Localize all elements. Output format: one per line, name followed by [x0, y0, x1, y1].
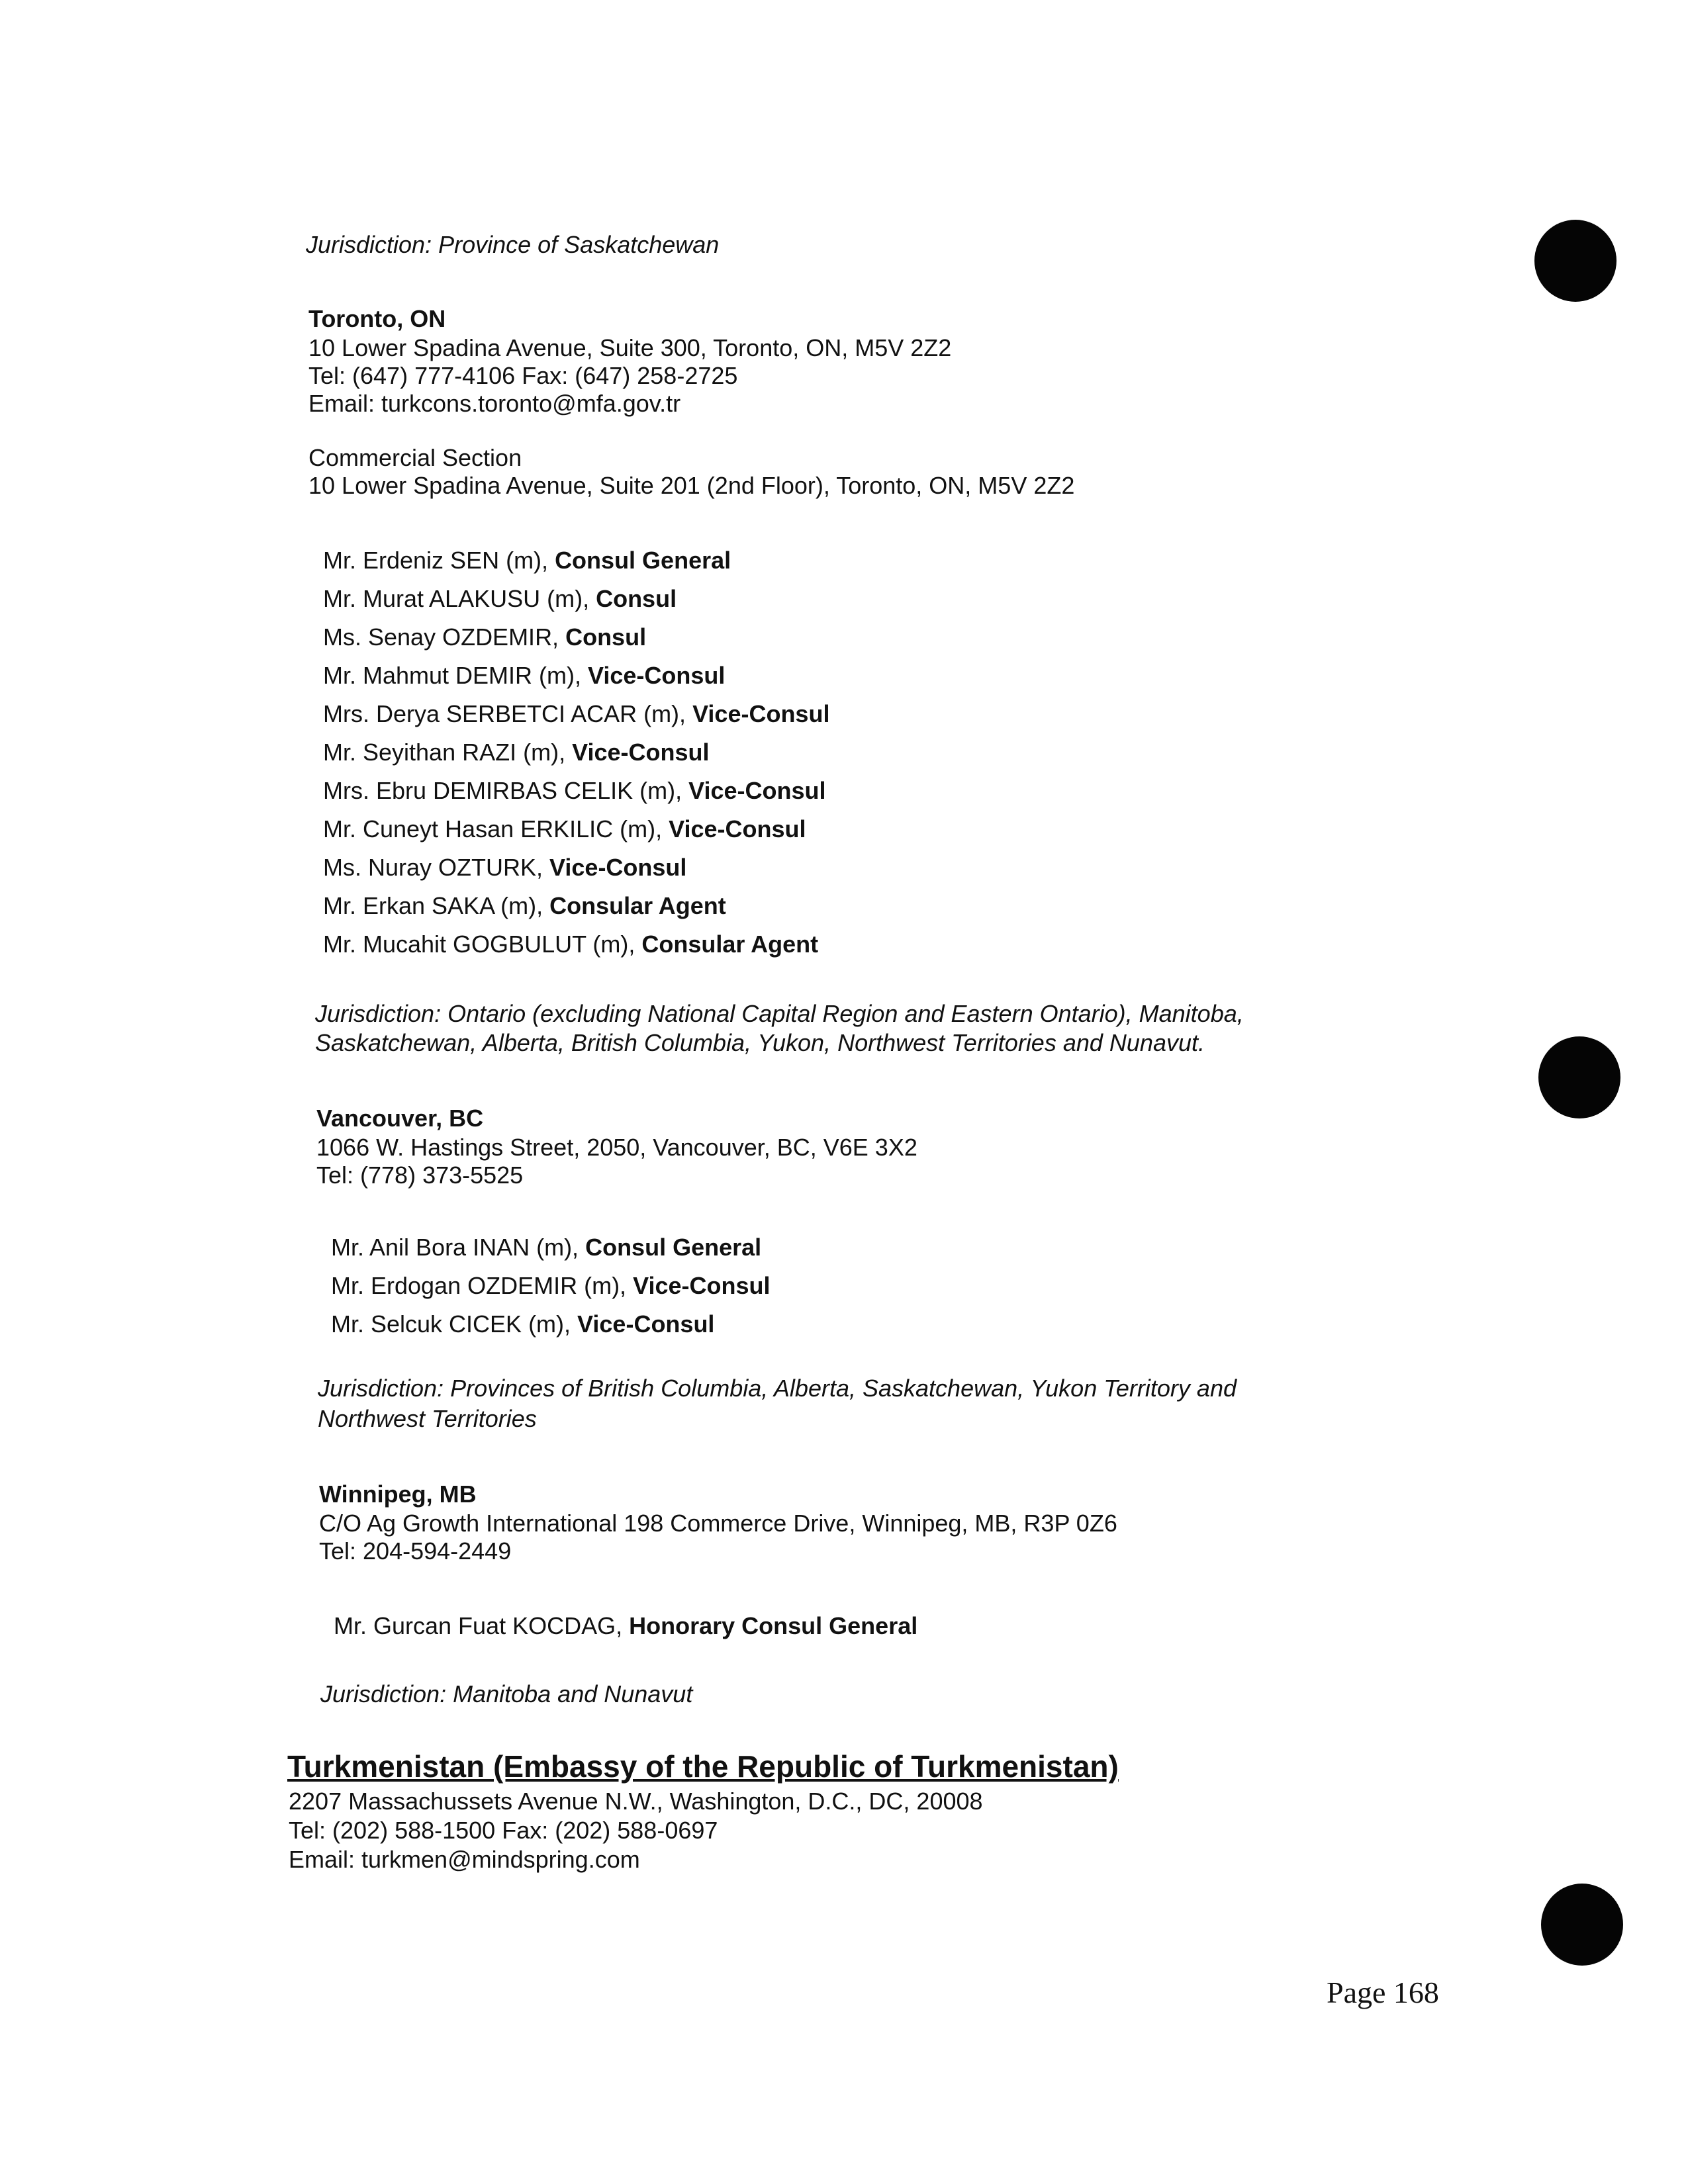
staff-entry	[323, 887, 829, 925]
vancouver-jurisdiction-line1: Jurisdiction: Provinces of British Columbia, Alberta, Saskatchewan, Yukon Territory and	[318, 1375, 1237, 1402]
turkmenistan-address: 2207 Massachussets Avenue N.W., Washington, D.C., DC, 20008	[289, 1788, 983, 1815]
toronto-staff-list	[323, 541, 829, 964]
staff-entry	[331, 1305, 770, 1343]
staff-entry	[323, 657, 829, 695]
staff-title: Consular Agent	[641, 931, 819, 958]
staff-title: Vice-Consul	[688, 777, 826, 804]
staff-title: Vice-Consul	[572, 739, 710, 766]
toronto-phone: Tel: (647) 777-4106 Fax: (647) 258-2725	[308, 362, 738, 389]
staff-title: Consul General	[555, 547, 731, 574]
staff-title: Vice-Consul	[577, 1310, 715, 1338]
toronto-jurisdiction-line1: Jurisdiction: Ontario (excluding National Capital Region and Eastern Ontario), Manitoba,	[315, 1000, 1244, 1027]
staff-name: Ms. Nuray OZTURK,	[323, 854, 550, 881]
winnipeg-jurisdiction: Jurisdiction: Manitoba and Nunavut	[320, 1680, 693, 1707]
staff-name: Mr. Anil Bora INAN (m),	[331, 1234, 586, 1261]
toronto-city-heading: Toronto, ON	[308, 305, 446, 332]
staff-title: Consul	[596, 585, 677, 612]
page-number: Page 168	[1327, 1976, 1439, 2009]
staff-name: Mr. Mahmut DEMIR (m),	[323, 662, 588, 689]
staff-name: Mr. Seyithan RAZI (m),	[323, 739, 573, 766]
staff-title: Vice-Consul	[669, 815, 806, 842]
turkmenistan-email: Email: turkmen@mindspring.com	[289, 1846, 640, 1873]
vancouver-address: 1066 W. Hastings Street, 2050, Vancouver, BC, V6E 3X2	[316, 1134, 917, 1161]
staff-name: Mrs. Derya SERBETCI ACAR (m),	[323, 700, 693, 727]
staff-entry	[323, 810, 829, 848]
staff-entry	[323, 541, 829, 580]
toronto-email: Email: turkcons.toronto@mfa.gov.tr	[308, 390, 681, 417]
staff-name: Mr. Cuneyt Hasan ERKILIC (m),	[323, 815, 669, 842]
turkmenistan-embassy-heading: Turkmenistan (Embassy of the Republic of Turkmenistan)	[287, 1749, 1119, 1784]
staff-entry	[331, 1228, 770, 1267]
staff-entry	[323, 618, 829, 657]
staff-title: Vice-Consul	[549, 854, 687, 881]
staff-title: Honorary Consul General	[629, 1612, 918, 1639]
staff-entry	[323, 925, 829, 964]
staff-entry	[331, 1267, 770, 1305]
toronto-jurisdiction-line2: Saskatchewan, Alberta, British Columbia, Yukon, Northwest Territories and Nunavut.	[315, 1029, 1205, 1056]
staff-name: Ms. Senay OZDEMIR,	[323, 623, 566, 651]
punch-hole-top	[1534, 220, 1617, 302]
toronto-address: 10 Lower Spadina Avenue, Suite 300, Toronto, ON, M5V 2Z2	[308, 334, 952, 361]
saskatchewan-jurisdiction: Jurisdiction: Province of Saskatchewan	[306, 231, 720, 258]
staff-entry	[323, 695, 829, 733]
staff-name: Mr. Murat ALAKUSU (m),	[323, 585, 596, 612]
winnipeg-address: C/O Ag Growth International 198 Commerce Drive, Winnipeg, MB, R3P 0Z6	[319, 1510, 1117, 1537]
vancouver-staff-list	[331, 1228, 770, 1343]
punch-hole-middle	[1538, 1036, 1620, 1118]
staff-entry	[334, 1607, 917, 1645]
staff-name: Mr. Erdeniz SEN (m),	[323, 547, 555, 574]
staff-name: Mr. Selcuk CICEK (m),	[331, 1310, 578, 1338]
staff-title: Consul General	[585, 1234, 762, 1261]
toronto-commercial-address: 10 Lower Spadina Avenue, Suite 201 (2nd Floor), Toronto, ON, M5V 2Z2	[308, 472, 1075, 499]
staff-entry	[323, 772, 829, 810]
staff-name: Mr. Erdogan OZDEMIR (m),	[331, 1272, 633, 1299]
staff-title: Consular Agent	[549, 892, 726, 919]
staff-entry	[323, 848, 829, 887]
staff-title: Vice-Consul	[588, 662, 726, 689]
staff-title: Consul	[565, 623, 647, 651]
winnipeg-staff-list	[334, 1607, 917, 1645]
staff-title: Vice-Consul	[633, 1272, 771, 1299]
punch-hole-bottom	[1541, 1884, 1623, 1966]
winnipeg-phone: Tel: 204-594-2449	[319, 1537, 512, 1565]
staff-name: Mr. Gurcan Fuat KOCDAG,	[334, 1612, 630, 1639]
turkmenistan-phone: Tel: (202) 588-1500 Fax: (202) 588-0697	[289, 1817, 718, 1844]
staff-name: Mrs. Ebru DEMIRBAS CELIK (m),	[323, 777, 689, 804]
vancouver-phone: Tel: (778) 373-5525	[316, 1161, 524, 1189]
staff-title: Vice-Consul	[692, 700, 830, 727]
staff-entry	[323, 733, 829, 772]
staff-entry	[323, 580, 829, 618]
staff-name: Mr. Mucahit GOGBULUT (m),	[323, 931, 642, 958]
winnipeg-city-heading: Winnipeg, MB	[319, 1480, 477, 1508]
toronto-commercial-label: Commercial Section	[308, 444, 522, 471]
staff-name: Mr. Erkan SAKA (m),	[323, 892, 550, 919]
vancouver-jurisdiction-line2: Northwest Territories	[318, 1405, 537, 1432]
vancouver-city-heading: Vancouver, BC	[316, 1105, 484, 1132]
